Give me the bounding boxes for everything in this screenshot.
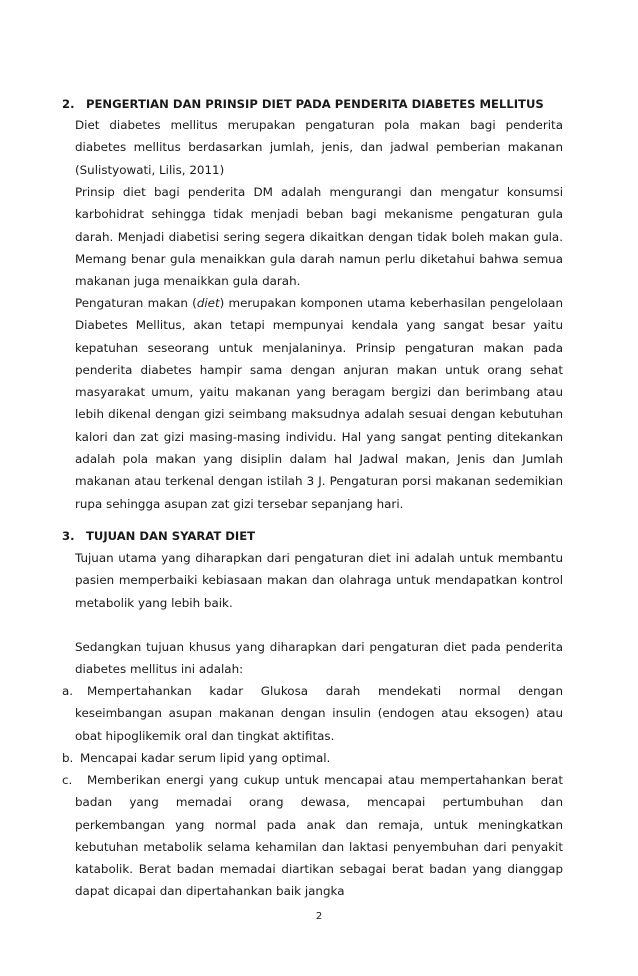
section-3-paragraph-2: Sedangkan tujuan khusus yang diharapkan dari pengaturan diet pada penderita diabetes mellitus ini adalah:	[75, 640, 563, 677]
list-item-a	[62, 680, 563, 747]
list-marker-c: c.	[62, 773, 73, 787]
section-2-title: PENGERTIAN DAN PRINSIP DIET PADA PENDERITA DIABETES MELLITUS	[86, 97, 544, 111]
section-3-title: TUJUAN DAN SYARAT DIET	[86, 529, 256, 543]
section-2-paragraph-3	[75, 292, 563, 515]
section-3-paragraph-1: Tujuan utama yang diharapkan dari pengaturan diet ini adalah untuk membantu pasien memperbaiki kebiasaan makan dan olahraga untuk mendapatkan kontrol metabolik yang lebih baik.	[75, 551, 563, 610]
list-marker-b: b.	[62, 751, 74, 765]
list-text-b: Mencapai kadar serum lipid yang optimal.	[80, 751, 331, 765]
list-item-c	[62, 769, 563, 903]
list-text-c: Memberikan energi yang cukup untuk mencapai atau mempertahankan berat badan yang memadai orang dewasa, mencapai pertumbuhan dan perkembangan yang normal pada anak dan remaja, untuk meningkatkan kebutuhan metabolik selama kehamilan dan laktasi penyembuhan dari penyakit katabolik. Berat badan memadai diartikan sebagai berat badan yang dianggap dapat dicapai dan dipertahankan baik jangka	[75, 773, 563, 899]
list-text-a: Mempertahankan kadar Glukosa darah mendekati normal dengan keseimbangan asupan makanan dengan insulin (endogen atau eksogen) atau obat hipoglikemik oral dan tingkat aktifitas.	[75, 684, 563, 743]
paragraph-3-lead: Pengaturan makan (	[75, 296, 197, 310]
page-number: 2	[315, 911, 323, 922]
list-item-b	[62, 747, 563, 769]
list-marker-a: a.	[62, 684, 74, 698]
section-2-heading	[62, 97, 544, 111]
section-3-number: 3.	[62, 529, 75, 543]
italic-term-diet: diet	[196, 296, 220, 310]
section-2-paragraph-1: Diet diabetes mellitus merupakan pengaturan pola makan bagi penderita diabetes mellitus berdasarkan jumlah, jenis, dan jadwal pemberian makanan (Sulistyowati, Lilis, 2011)	[75, 118, 563, 177]
paragraph-3-rest: ) merupakan komponen utama keberhasilan pengelolaan Diabetes Mellitus, akan tetapi mempunyai kendala yang sangat besar yaitu kepatuhan seseorang untuk menjalaninya. Prinsip pengaturan makan pada penderita diabetes hampir sama dengan anjuran makan untuk orang sehat masyarakat umum, yaitu makanan yang beragam bergizi dan berimbang atau lebih dikenal dengan gizi seimbang maksudnya adalah sesuai dengan kebutuhan kalori dan zat gizi masing-masing individu. Hal yang sangat penting ditekankan adalah pola makan yang disiplin dalam hal Jadwal makan, Jenis dan Jumlah makanan atau terkenal dengan istilah 3 J. Pengaturan porsi makanan sedemikian rupa sehingga asupan zat gizi tersebar sepanjang hari.	[75, 296, 563, 511]
section-2-number: 2.	[62, 97, 75, 111]
section-2-paragraph-2: Prinsip diet bagi penderita DM adalah mengurangi dan mengatur konsumsi karbohidrat sehingga tidak menjadi beban bagi mekanisme pengaturan gula darah. Menjadi diabetisi sering segera dikaitkan dengan tidak boleh makan gula. Memang benar gula menaikkan gula darah namun perlu diketahui bahwa semua makanan juga menaikkan gula darah.	[75, 185, 563, 289]
section-3-heading	[62, 529, 255, 543]
